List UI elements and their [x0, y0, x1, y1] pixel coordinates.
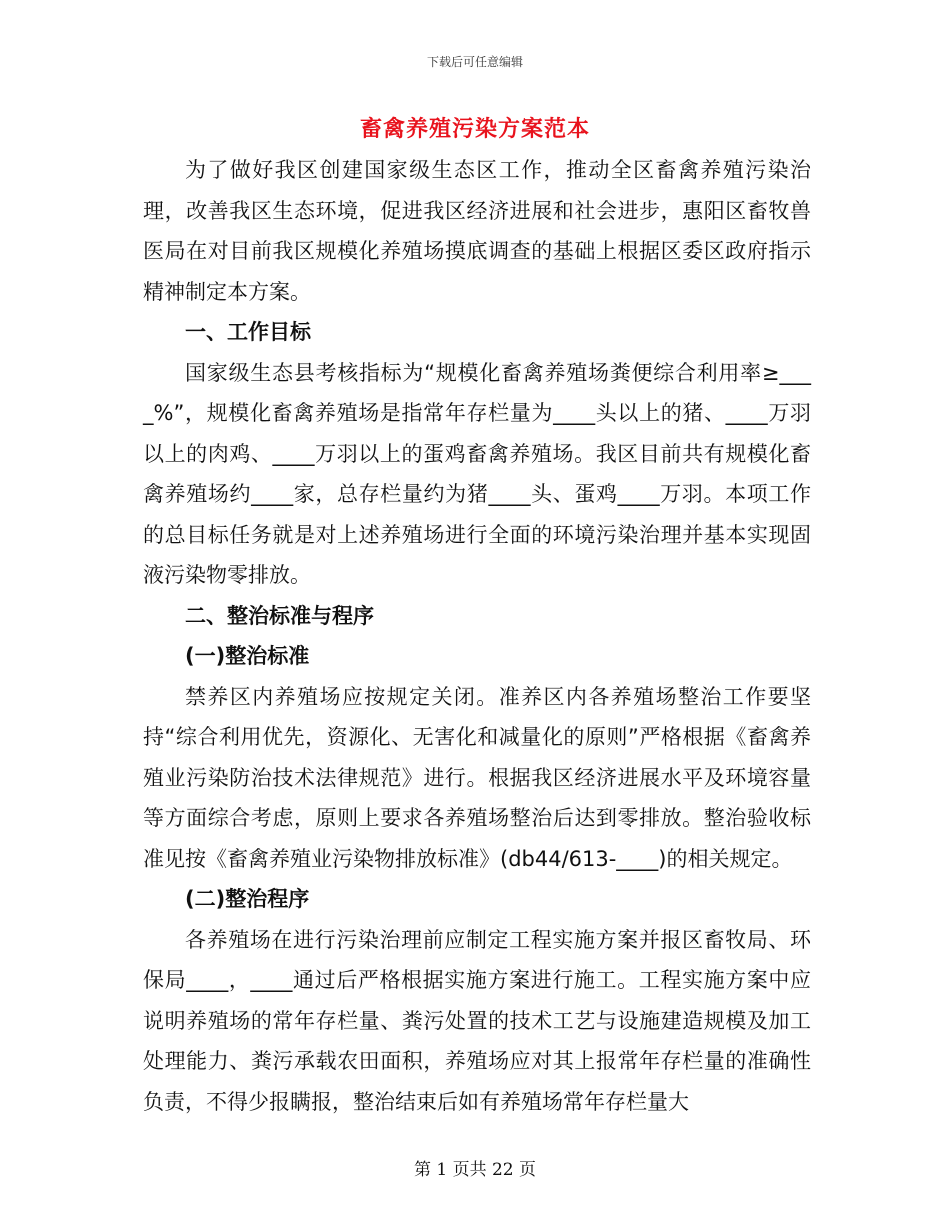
goals-paragraph: 国家级生态县考核指标为“规模化畜禽养殖场粪便综合利用率≥____%”，规模化畜禽养殖场是指常年存栏量为____头以上的猪、____万羽以上的肉鸡、____万羽以上的蛋鸡畜禽养殖场。我区目前共有规模化畜禽养殖场约____家，总存栏量约为猪____头、蛋鸡____万羽。本项工作的总目标任务就是对上述养殖场进行全面的环境污染治理并基本实现固液污染物零排放。: [143, 360, 811, 587]
page-header: 下载后可任意编辑: [426, 55, 523, 69]
section-heading-standards-procedure: 二、整治标准与程序: [185, 603, 374, 628]
page-number: 第 1 页共 22 页: [413, 1160, 537, 1180]
subsection-heading-standards: (一)整治标准: [185, 644, 310, 668]
section-heading-goals: 一、工作目标: [185, 320, 311, 344]
standards-paragraph: 禁养区内养殖场应按规定关闭。准养区内各养殖场整治工作要坚持“综合利用优先，资源化、无害化和减量化的原则”严格根据《畜禽养殖业污染防治技术法律规范》进行。根据我区经济进展水平及环境容量等方面综合考虑，原则上要求各养殖场整治后达到零排放。整治验收标准见按《畜禽养殖业污染物排放标准》(db44/613-____)的相关规定。: [143, 684, 811, 871]
intro-paragraph: 为了做好我区创建国家级生态区工作，推动全区畜禽养殖污染治理，改善我区生态环境，促进我区经济进展和社会进步，惠阳区畜牧兽医局在对目前我区规模化养殖场摸底调查的基础上根据区委区政府指示精神制定本方案。: [143, 158, 811, 304]
procedure-paragraph: 各养殖场在进行污染治理前应制定工程实施方案并报区畜牧局、环保局____，____通过后严格根据实施方案进行施工。工程实施方案中应说明养殖场的常年存栏量、粪污处置的技术工艺与设施建造规模及加工处理能力、粪污承载农田面积，养殖场应对其上报常年存栏量的准确性负责，不得少报瞒报，整治结束后如有养殖场常年存栏量大: [143, 927, 811, 1114]
document-title: 畜禽养殖污染方案范本: [359, 117, 590, 142]
document-body: [143, 150, 811, 1122]
subsection-heading-procedure: (二)整治程序: [185, 887, 310, 911]
